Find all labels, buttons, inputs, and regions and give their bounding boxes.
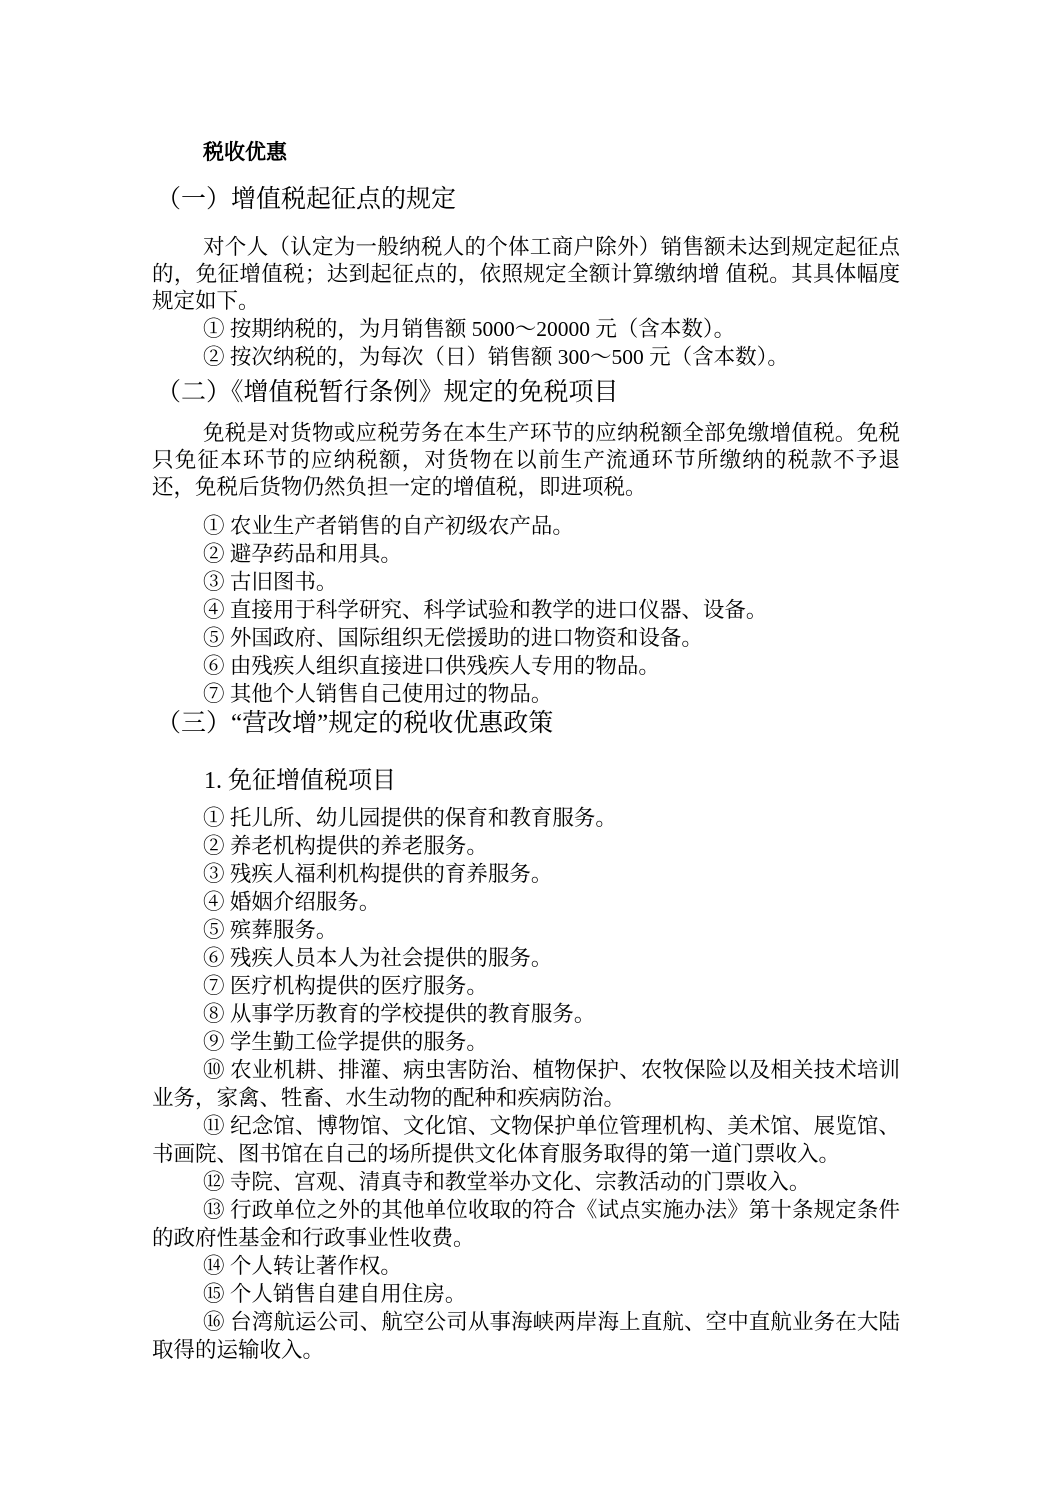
- list-item: ⑮ 个人销售自建自用住房。: [203, 1282, 467, 1306]
- list-item: ④ 婚姻介绍服务。: [203, 890, 381, 914]
- list-item: ① 按期纳税的，为月销售额 5000～20000 元（含本数）。: [203, 317, 736, 341]
- list-item: ⑦ 其他个人销售自己使用过的物品。: [203, 682, 553, 706]
- list-item: ① 托儿所、幼儿园提供的保育和教育服务。: [203, 806, 617, 830]
- list-item: ⑥ 由残疾人组织直接进口供残疾人专用的物品。: [203, 654, 660, 678]
- list-item: ⑫ 寺院、宫观、清真寺和教堂举办文化、宗教活动的门票收入。: [203, 1170, 811, 1194]
- document-content: [152, 140, 900, 1364]
- list-item: ⑯ 台湾航运公司、航空公司从事海峡两岸海上直航、空中直航业务在大陆取得的运输收入。: [152, 1310, 900, 1362]
- list-item: ⑧ 从事学历教育的学校提供的教育服务。: [203, 1002, 596, 1026]
- list-item: ⑬ 行政单位之外的其他单位收取的符合《试点实施办法》第十条规定条件的政府性基金和行政事业性收费。: [152, 1198, 900, 1250]
- list-item: ③ 古旧图书。: [203, 570, 338, 594]
- list-item: ② 养老机构提供的养老服务。: [203, 834, 488, 858]
- numbered-list-2: [152, 512, 900, 708]
- list-item: ⑤ 外国政府、国际组织无偿援助的进口物资和设备。: [203, 626, 703, 650]
- list-item: ⑤ 殡葬服务。: [203, 918, 338, 942]
- section-heading-3: （三）“营改增”规定的税收优惠政策: [156, 710, 554, 737]
- list-item: ⑩ 农业机耕、排灌、病虫害防治、植物保护、农牧保险以及相关技术培训业务，家禽、牲畜、水生动物的配种和疾病防治。: [152, 1058, 900, 1110]
- paragraph: 免税是对货物或应税劳务在本生产环节的应纳税额全部免缴增值税。免税只免征本环节的应纳税额，对货物在以前生产流通环节所缴纳的税款不予退还，免税后货物仍然负担一定的增值税，即进项税。: [152, 421, 900, 499]
- list-item: ④ 直接用于科学研究、科学试验和教学的进口仪器、设备。: [203, 598, 768, 622]
- list-item: ⑨ 学生勤工俭学提供的服务。: [203, 1030, 488, 1054]
- page-title: 税收优惠: [203, 140, 287, 164]
- numbered-list-3: [152, 804, 900, 1364]
- list-item: ② 避孕药品和用具。: [203, 542, 402, 566]
- paragraph: 对个人（认定为一般纳税人的个体工商户除外）销售额未达到规定起征点的，免征增值税；达到起征点的，依照规定全额计算缴纳增 值税。其具体幅度规定如下。: [152, 235, 900, 313]
- section-heading-2: （二）《增值税暂行条例》规定的免税项目: [156, 379, 619, 406]
- numbered-list-1: [152, 315, 900, 371]
- list-item: ⑪ 纪念馆、博物馆、文化馆、文物保护单位管理机构、美术馆、展览馆、书画院、图书馆在自己的场所提供文化体育服务取得的第一道门票收入。: [152, 1114, 900, 1166]
- list-item: ③ 残疾人福利机构提供的育养服务。: [203, 862, 553, 886]
- list-item: ⑭ 个人转让著作权。: [203, 1254, 402, 1278]
- list-item: ① 农业生产者销售的自产初级农产品。: [203, 514, 574, 538]
- list-item: ⑥ 残疾人员本人为社会提供的服务。: [203, 946, 553, 970]
- list-item: ⑦ 医疗机构提供的医疗服务。: [203, 974, 488, 998]
- list-item: ② 按次纳税的，为每次（日）销售额 300～500 元（含本数）。: [203, 345, 789, 369]
- sub-heading-1: 1. 免征增值税项目: [204, 768, 396, 794]
- section-heading-1: （一）增值税起征点的规定: [156, 186, 457, 213]
